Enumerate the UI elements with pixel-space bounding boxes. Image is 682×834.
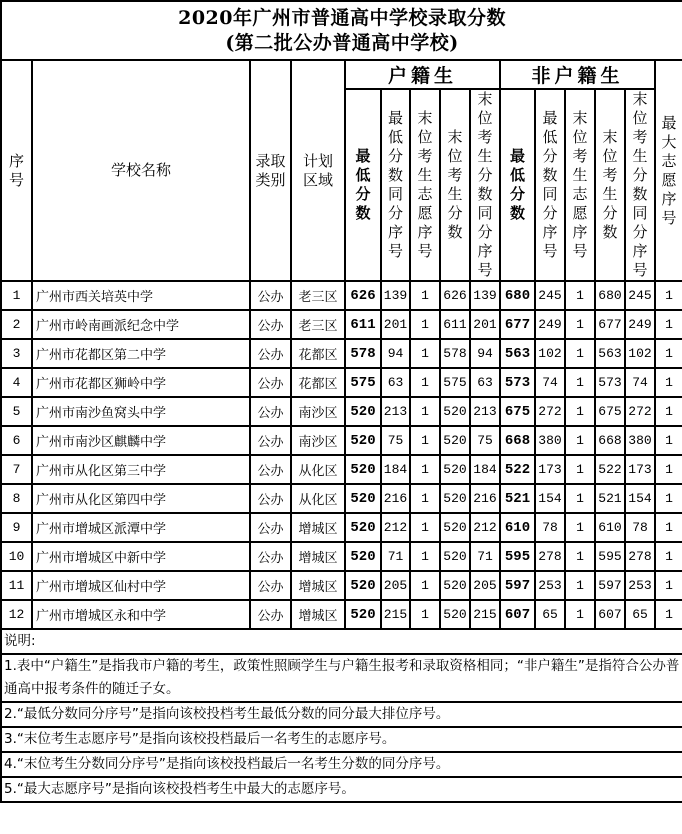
- admission-type-cell: 公办: [250, 571, 291, 600]
- table-row: [1, 455, 682, 484]
- local-min-score-rank-cell: 184: [381, 455, 410, 484]
- local-min-score-rank-cell: 139: [381, 281, 410, 310]
- nonlocal-last-score-rank-cell: 272: [625, 397, 655, 426]
- local-min-score-cell: 520: [345, 600, 381, 629]
- nonlocal-last-score-rank-cell: 65: [625, 600, 655, 629]
- admission-type-cell: 公办: [250, 542, 291, 571]
- plan-area-cell: 增城区: [291, 542, 345, 571]
- nonlocal-min-score-cell: 563: [500, 339, 535, 368]
- nonlocal-min-score-rank-cell: 278: [535, 542, 565, 571]
- max-wish-no-cell: 1: [655, 600, 682, 629]
- table-row: [1, 600, 682, 629]
- local-last-score-cell: 520: [440, 542, 470, 571]
- local-last-wish-no-cell: 1: [410, 600, 440, 629]
- max-wish-no-cell: 1: [655, 513, 682, 542]
- nonlocal-min-score-rank-cell: 154: [535, 484, 565, 513]
- max-wish-no-cell: 1: [655, 455, 682, 484]
- max-wish-no-cell: 1: [655, 542, 682, 571]
- nonlocal-min-score-cell: 677: [500, 310, 535, 339]
- plan-area-cell: 增城区: [291, 600, 345, 629]
- local-last-wish-no-cell: 1: [410, 513, 440, 542]
- header-nonlocal-min-score-rank: 最低分数同分序号: [535, 89, 565, 281]
- table-row: [1, 368, 682, 397]
- header-admission-type: 录取类别: [250, 60, 291, 281]
- header-nonlocal-min-score: 最低分数: [500, 89, 535, 281]
- nonlocal-min-score-rank-cell: 74: [535, 368, 565, 397]
- school-name-cell: 广州市增城区派潭中学: [32, 513, 250, 542]
- school-name-cell: 广州市花都区第二中学: [32, 339, 250, 368]
- admission-type-cell: 公办: [250, 455, 291, 484]
- nonlocal-last-score-cell: 597: [595, 571, 625, 600]
- local-last-score-cell: 520: [440, 484, 470, 513]
- local-last-score-rank-cell: 75: [470, 426, 500, 455]
- plan-area-cell: 南沙区: [291, 426, 345, 455]
- nonlocal-min-score-rank-cell: 102: [535, 339, 565, 368]
- table-row: [1, 542, 682, 571]
- nonlocal-min-score-rank-cell: 249: [535, 310, 565, 339]
- nonlocal-min-score-cell: 595: [500, 542, 535, 571]
- local-min-score-rank-cell: 205: [381, 571, 410, 600]
- plan-area-cell: 花都区: [291, 368, 345, 397]
- table-title: [1, 1, 682, 60]
- nonlocal-min-score-cell: 521: [500, 484, 535, 513]
- header-local-last-wish-no: 末位考生志愿序号: [410, 89, 440, 281]
- header-nonlocal-last-wish-no: 末位考生志愿序号: [565, 89, 595, 281]
- local-last-wish-no-cell: 1: [410, 455, 440, 484]
- nonlocal-last-score-cell: 675: [595, 397, 625, 426]
- nonlocal-last-wish-no-cell: 1: [565, 513, 595, 542]
- header-local-min-score: 最低分数: [345, 89, 381, 281]
- local-last-score-rank-cell: 63: [470, 368, 500, 397]
- nonlocal-min-score-cell: 668: [500, 426, 535, 455]
- local-last-wish-no-cell: 1: [410, 397, 440, 426]
- note-item: 4.“末位考生分数同分序号”是指向该校投档最后一名考生分数的同分序号。: [1, 752, 682, 777]
- max-wish-no-cell: 1: [655, 339, 682, 368]
- plan-area-cell: 从化区: [291, 455, 345, 484]
- max-wish-no-cell: 1: [655, 484, 682, 513]
- admission-type-cell: 公办: [250, 484, 291, 513]
- header-plan-area: 计划区域: [291, 60, 345, 281]
- nonlocal-min-score-rank-cell: 173: [535, 455, 565, 484]
- nonlocal-last-wish-no-cell: 1: [565, 281, 595, 310]
- local-last-score-rank-cell: 213: [470, 397, 500, 426]
- local-min-score-rank-cell: 213: [381, 397, 410, 426]
- local-last-score-rank-cell: 215: [470, 600, 500, 629]
- local-last-score-rank-cell: 216: [470, 484, 500, 513]
- seq-cell: 4: [1, 368, 32, 397]
- nonlocal-last-wish-no-cell: 1: [565, 484, 595, 513]
- header-local-last-score-rank: 末位考生分数同分序号: [470, 89, 500, 281]
- max-wish-no-cell: 1: [655, 281, 682, 310]
- nonlocal-last-score-cell: 573: [595, 368, 625, 397]
- nonlocal-last-score-cell: 680: [595, 281, 625, 310]
- local-min-score-rank-cell: 71: [381, 542, 410, 571]
- local-last-score-cell: 626: [440, 281, 470, 310]
- local-last-wish-no-cell: 1: [410, 426, 440, 455]
- header-max-wish-no: 最大志愿序号: [655, 60, 682, 281]
- max-wish-no-cell: 1: [655, 571, 682, 600]
- nonlocal-last-wish-no-cell: 1: [565, 368, 595, 397]
- table-body: [1, 281, 682, 629]
- local-last-wish-no-cell: 1: [410, 339, 440, 368]
- nonlocal-min-score-cell: 610: [500, 513, 535, 542]
- nonlocal-last-score-rank-cell: 249: [625, 310, 655, 339]
- school-name-cell: 广州市花都区狮岭中学: [32, 368, 250, 397]
- table-row: [1, 426, 682, 455]
- admission-type-cell: 公办: [250, 368, 291, 397]
- table-row: [1, 571, 682, 600]
- plan-area-cell: 南沙区: [291, 397, 345, 426]
- nonlocal-min-score-cell: 597: [500, 571, 535, 600]
- admission-type-cell: 公办: [250, 339, 291, 368]
- table-row: [1, 513, 682, 542]
- local-last-wish-no-cell: 1: [410, 571, 440, 600]
- nonlocal-last-score-rank-cell: 78: [625, 513, 655, 542]
- admission-type-cell: 公办: [250, 513, 291, 542]
- nonlocal-min-score-cell: 675: [500, 397, 535, 426]
- seq-cell: 12: [1, 600, 32, 629]
- local-last-score-rank-cell: 139: [470, 281, 500, 310]
- plan-area-cell: 老三区: [291, 310, 345, 339]
- nonlocal-last-wish-no-cell: 1: [565, 571, 595, 600]
- local-min-score-cell: 520: [345, 426, 381, 455]
- nonlocal-last-score-cell: 522: [595, 455, 625, 484]
- note-item: 1.表中“户籍生”是指我市户籍的考生，政策性照顾学生与户籍生报考和录取资格相同；“非户籍生”是指符合公办普通高中报考条件的随迁子女。: [1, 654, 682, 702]
- local-min-score-cell: 520: [345, 455, 381, 484]
- school-name-cell: 广州市增城区仙村中学: [32, 571, 250, 600]
- nonlocal-last-wish-no-cell: 1: [565, 426, 595, 455]
- header-nonlocal-last-score: 末位考生分数: [595, 89, 625, 281]
- local-min-score-rank-cell: 201: [381, 310, 410, 339]
- nonlocal-last-score-rank-cell: 102: [625, 339, 655, 368]
- seq-cell: 5: [1, 397, 32, 426]
- table-row: [1, 484, 682, 513]
- local-last-score-rank-cell: 184: [470, 455, 500, 484]
- seq-cell: 8: [1, 484, 32, 513]
- school-name-cell: 广州市南沙鱼窝头中学: [32, 397, 250, 426]
- nonlocal-last-score-cell: 610: [595, 513, 625, 542]
- local-last-score-rank-cell: 205: [470, 571, 500, 600]
- local-last-score-rank-cell: 201: [470, 310, 500, 339]
- school-name-cell: 广州市西关培英中学: [32, 281, 250, 310]
- plan-area-cell: 花都区: [291, 339, 345, 368]
- nonlocal-min-score-rank-cell: 272: [535, 397, 565, 426]
- local-last-score-cell: 520: [440, 397, 470, 426]
- local-last-score-cell: 520: [440, 571, 470, 600]
- nonlocal-last-wish-no-cell: 1: [565, 397, 595, 426]
- local-min-score-cell: 520: [345, 571, 381, 600]
- local-last-score-cell: 575: [440, 368, 470, 397]
- nonlocal-last-wish-no-cell: 1: [565, 339, 595, 368]
- title-line-2: (第二批公办普通高中学校): [225, 31, 459, 54]
- local-min-score-rank-cell: 94: [381, 339, 410, 368]
- nonlocal-last-wish-no-cell: 1: [565, 310, 595, 339]
- local-last-score-cell: 520: [440, 455, 470, 484]
- school-name-cell: 广州市从化区第三中学: [32, 455, 250, 484]
- nonlocal-min-score-cell: 607: [500, 600, 535, 629]
- table-row: [1, 339, 682, 368]
- max-wish-no-cell: 1: [655, 397, 682, 426]
- nonlocal-last-score-rank-cell: 173: [625, 455, 655, 484]
- local-min-score-rank-cell: 63: [381, 368, 410, 397]
- header-group-local: 户籍生: [345, 60, 500, 89]
- nonlocal-last-score-cell: 668: [595, 426, 625, 455]
- local-last-wish-no-cell: 1: [410, 310, 440, 339]
- local-last-score-cell: 520: [440, 426, 470, 455]
- nonlocal-last-score-cell: 607: [595, 600, 625, 629]
- plan-area-cell: 从化区: [291, 484, 345, 513]
- nonlocal-last-score-rank-cell: 253: [625, 571, 655, 600]
- school-name-cell: 广州市增城区中新中学: [32, 542, 250, 571]
- admission-type-cell: 公办: [250, 426, 291, 455]
- plan-area-cell: 增城区: [291, 513, 345, 542]
- local-min-score-cell: 626: [345, 281, 381, 310]
- plan-area-cell: 增城区: [291, 571, 345, 600]
- note-item: 2.“最低分数同分序号”是指向该校投档考生最低分数的同分最大排位序号。: [1, 702, 682, 727]
- max-wish-no-cell: 1: [655, 426, 682, 455]
- seq-cell: 1: [1, 281, 32, 310]
- notes-section: [1, 629, 682, 802]
- local-last-wish-no-cell: 1: [410, 281, 440, 310]
- header-group-nonlocal: 非户籍生: [500, 60, 655, 89]
- local-last-wish-no-cell: 1: [410, 484, 440, 513]
- local-min-score-cell: 520: [345, 484, 381, 513]
- notes-heading: 说明:: [1, 629, 682, 654]
- local-last-wish-no-cell: 1: [410, 542, 440, 571]
- local-last-score-cell: 578: [440, 339, 470, 368]
- local-last-score-cell: 520: [440, 513, 470, 542]
- nonlocal-last-wish-no-cell: 1: [565, 542, 595, 571]
- local-min-score-cell: 520: [345, 542, 381, 571]
- nonlocal-min-score-cell: 680: [500, 281, 535, 310]
- local-last-score-rank-cell: 94: [470, 339, 500, 368]
- max-wish-no-cell: 1: [655, 368, 682, 397]
- header-local-min-score-rank: 最低分数同分序号: [381, 89, 410, 281]
- nonlocal-min-score-rank-cell: 78: [535, 513, 565, 542]
- admission-type-cell: 公办: [250, 397, 291, 426]
- school-name-cell: 广州市从化区第四中学: [32, 484, 250, 513]
- nonlocal-min-score-rank-cell: 245: [535, 281, 565, 310]
- seq-cell: 9: [1, 513, 32, 542]
- local-last-score-cell: 611: [440, 310, 470, 339]
- seq-cell: 7: [1, 455, 32, 484]
- table-row: [1, 397, 682, 426]
- local-min-score-cell: 575: [345, 368, 381, 397]
- nonlocal-last-wish-no-cell: 1: [565, 600, 595, 629]
- local-last-score-rank-cell: 212: [470, 513, 500, 542]
- school-name-cell: 广州市南沙区麒麟中学: [32, 426, 250, 455]
- header-nonlocal-last-score-rank: 末位考生分数同分序号: [625, 89, 655, 281]
- nonlocal-min-score-rank-cell: 380: [535, 426, 565, 455]
- nonlocal-last-score-cell: 521: [595, 484, 625, 513]
- nonlocal-min-score-cell: 522: [500, 455, 535, 484]
- local-min-score-rank-cell: 75: [381, 426, 410, 455]
- max-wish-no-cell: 1: [655, 310, 682, 339]
- nonlocal-last-score-rank-cell: 154: [625, 484, 655, 513]
- seq-cell: 10: [1, 542, 32, 571]
- local-min-score-rank-cell: 212: [381, 513, 410, 542]
- header-school-name: 学校名称: [32, 60, 250, 281]
- local-min-score-cell: 520: [345, 513, 381, 542]
- local-min-score-rank-cell: 215: [381, 600, 410, 629]
- table-row: [1, 281, 682, 310]
- table-row: [1, 310, 682, 339]
- header-seq: 序号: [1, 60, 32, 281]
- admission-type-cell: 公办: [250, 600, 291, 629]
- seq-cell: 3: [1, 339, 32, 368]
- local-min-score-cell: 611: [345, 310, 381, 339]
- local-min-score-cell: 520: [345, 397, 381, 426]
- nonlocal-last-score-rank-cell: 74: [625, 368, 655, 397]
- local-min-score-cell: 578: [345, 339, 381, 368]
- admission-type-cell: 公办: [250, 310, 291, 339]
- local-last-wish-no-cell: 1: [410, 368, 440, 397]
- local-last-score-rank-cell: 71: [470, 542, 500, 571]
- nonlocal-last-score-cell: 677: [595, 310, 625, 339]
- nonlocal-last-wish-no-cell: 1: [565, 455, 595, 484]
- nonlocal-last-score-rank-cell: 278: [625, 542, 655, 571]
- nonlocal-min-score-rank-cell: 253: [535, 571, 565, 600]
- note-item: 5.“最大志愿序号”是指向该校投档考生中最大的志愿序号。: [1, 777, 682, 802]
- school-name-cell: 广州市增城区永和中学: [32, 600, 250, 629]
- nonlocal-min-score-rank-cell: 65: [535, 600, 565, 629]
- local-min-score-rank-cell: 216: [381, 484, 410, 513]
- seq-cell: 6: [1, 426, 32, 455]
- seq-cell: 11: [1, 571, 32, 600]
- nonlocal-min-score-cell: 573: [500, 368, 535, 397]
- seq-cell: 2: [1, 310, 32, 339]
- header-local-last-score: 末位考生分数: [440, 89, 470, 281]
- nonlocal-last-score-cell: 563: [595, 339, 625, 368]
- plan-area-cell: 老三区: [291, 281, 345, 310]
- nonlocal-last-score-cell: 595: [595, 542, 625, 571]
- title-line-1: 2020年广州市普通高中学校录取分数: [178, 6, 506, 29]
- local-last-score-cell: 520: [440, 600, 470, 629]
- nonlocal-last-score-rank-cell: 380: [625, 426, 655, 455]
- school-name-cell: 广州市岭南画派纪念中学: [32, 310, 250, 339]
- admission-type-cell: 公办: [250, 281, 291, 310]
- nonlocal-last-score-rank-cell: 245: [625, 281, 655, 310]
- note-item: 3.“末位考生志愿序号”是指向该校投档最后一名考生的志愿序号。: [1, 727, 682, 752]
